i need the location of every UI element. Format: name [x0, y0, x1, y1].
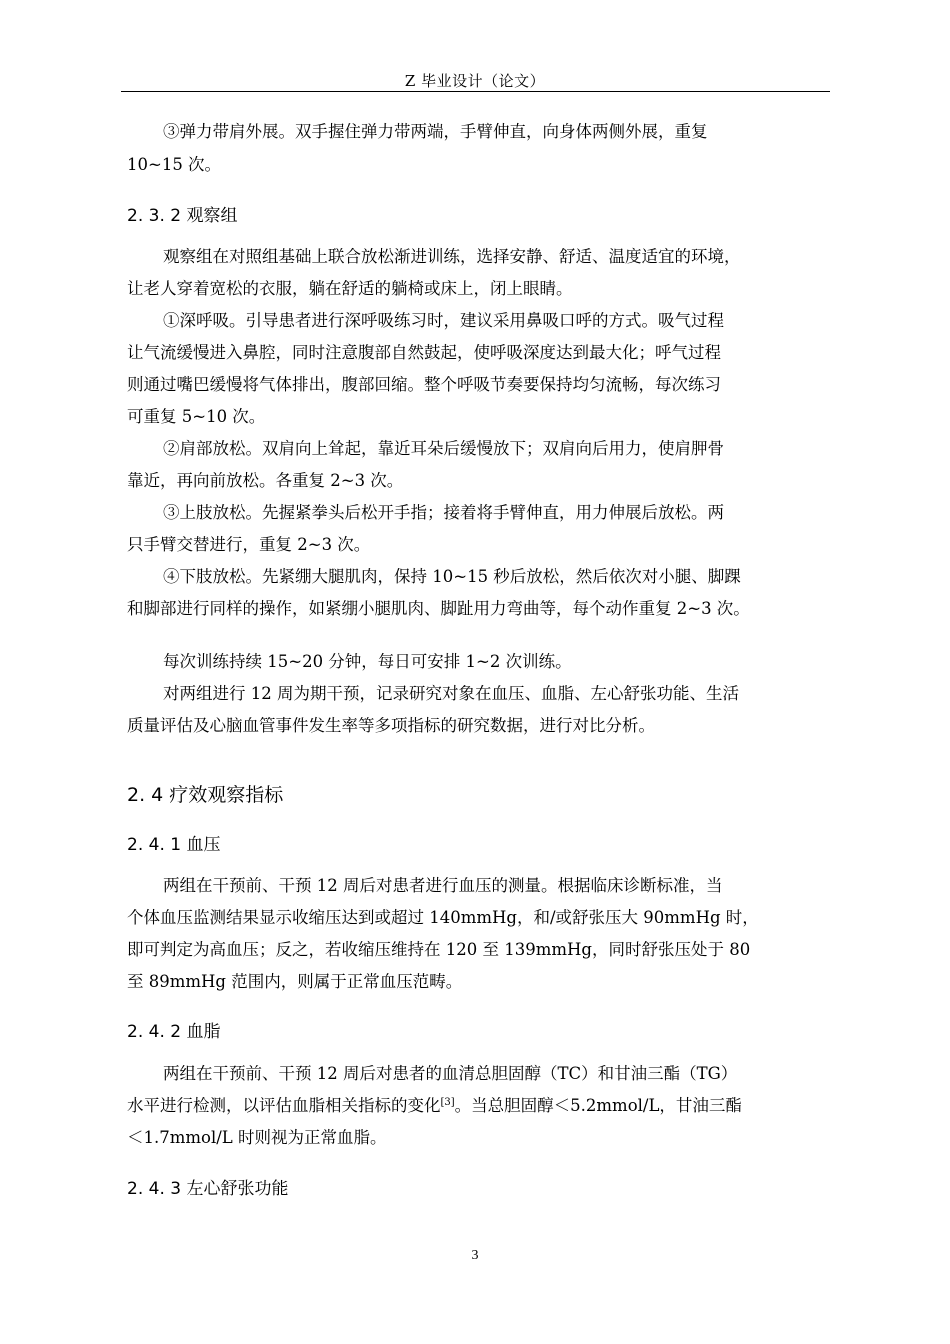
paragraph-line: ①深呼吸。引导患者进行深呼吸练习时，建议采用鼻吸口呼的方式。吸气过程 [163, 311, 724, 330]
section-heading-2-4-2: 2. 4. 2 血脂 [127, 1022, 221, 1042]
section-heading-2-3-2: 2. 3. 2 观察组 [127, 206, 238, 226]
paragraph-line: 两组在干预前、干预 12 周后对患者进行血压的测量。根据临床诊断标准，当 [163, 876, 723, 895]
page-number: 3 [471, 1248, 479, 1263]
section-heading-2-4: 2. 4 疗效观察指标 [127, 784, 284, 806]
paragraph-line: 则通过嘴巴缓慢将气体排出，腹部回缩。整个呼吸节奏要保持均匀流畅，每次练习 [127, 375, 721, 394]
paragraph-line: 质量评估及心脑血管事件发生率等多项指标的研究数据，进行对比分析。 [127, 716, 655, 735]
paragraph-line: 让老人穿着宽松的衣服，躺在舒适的躺椅或床上，闭上眼睛。 [127, 279, 573, 298]
paragraph-line: 两组在干预前、干预 12 周后对患者的血清总胆固醇（TC）和甘油三酯（TG） [163, 1064, 738, 1083]
paragraph-line: 让气流缓慢进入鼻腔，同时注意腹部自然鼓起，使呼吸深度达到最大化；呼气过程 [127, 343, 721, 362]
paragraph-line: ④下肢放松。先紧绷大腿肌肉，保持 10~15 秒后放松，然后依次对小腿、脚踝 [163, 567, 741, 586]
paragraph-line: 10~15 次。 [127, 155, 222, 174]
section-heading-2-4-1: 2. 4. 1 血压 [127, 835, 221, 855]
citation-ref: [3] [440, 1097, 455, 1108]
paragraph-line: 靠近，再向前放松。各重复 2~3 次。 [127, 471, 404, 490]
paragraph-line: ②肩部放松。双肩向上耸起，靠近耳朵后缓慢放下；双肩向后用力，使肩胛骨 [163, 439, 724, 458]
paragraph-line: 即可判定为高血压；反之，若收缩压维持在 120 至 139mmHg，同时舒张压处于 80 [127, 940, 751, 959]
paragraph-line: ③上肢放松。先握紧拳头后松开手指；接着将手臂伸直，用力伸展后放松。两 [163, 503, 724, 522]
section-heading-2-4-3: 2. 4. 3 左心舒张功能 [127, 1179, 289, 1199]
paragraph-line: 至 89mmHg 范围内，则属于正常血压范畴。 [127, 972, 463, 991]
paragraph-line: 观察组在对照组基础上联合放松渐进训练，选择安静、舒适、温度适宜的环境， [163, 247, 741, 266]
paragraph-text: 。当总胆固醇＜5.2mmol/L，甘油三酯 [454, 1096, 742, 1115]
paragraph-line [127, 1094, 742, 1118]
paragraph-line: 只手臂交替进行，重复 2~3 次。 [127, 535, 371, 554]
paragraph-line: 个体血压监测结果显示收缩压达到或超过 140mmHg，和/或舒张压大 90mmHg 时， [127, 908, 759, 927]
page-header-title: Z 毕业设计（论文） [404, 72, 546, 90]
paragraph-line: 对两组进行 12 周为期干预，记录研究对象在血压、血脂、左心舒张功能、生活 [163, 684, 739, 703]
paragraph-line: ③弹力带肩外展。双手握住弹力带两端，手臂伸直，向身体两侧外展，重复 [163, 122, 708, 141]
header-divider [121, 91, 830, 92]
paragraph-line: 和脚部进行同样的操作，如紧绷小腿肌肉、脚趾用力弯曲等，每个动作重复 2~3 次。 [127, 599, 750, 618]
paragraph-text: 水平进行检测，以评估血脂相关指标的变化 [127, 1096, 441, 1115]
paragraph-line: ＜1.7mmol/L 时则视为正常血脂。 [127, 1128, 387, 1147]
paragraph-line: 每次训练持续 15~20 分钟，每日可安排 1~2 次训练。 [163, 652, 572, 671]
paragraph-line: 可重复 5~10 次。 [127, 407, 266, 426]
